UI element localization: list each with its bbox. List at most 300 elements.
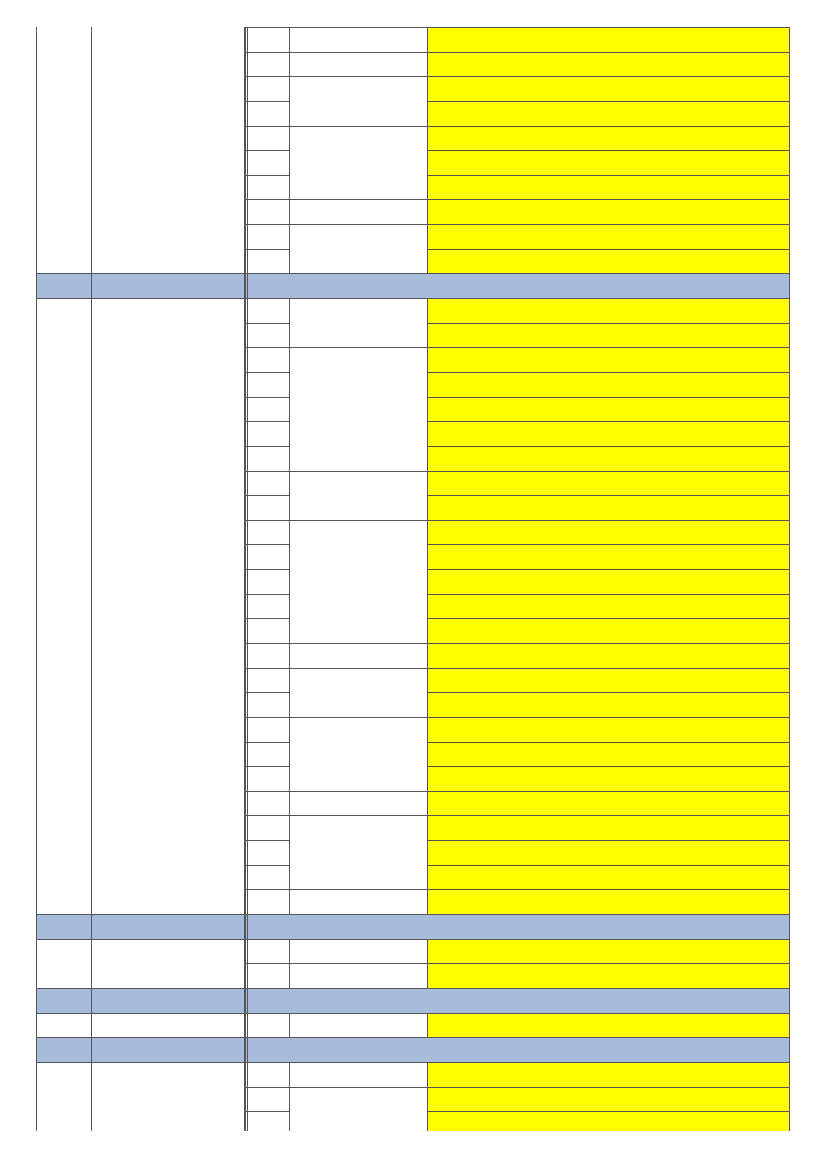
grid-line bbox=[36, 914, 244, 915]
grid-line bbox=[244, 742, 289, 743]
row-number bbox=[244, 618, 289, 643]
center-name bbox=[427, 397, 789, 422]
grid-line bbox=[427, 1013, 428, 1038]
subtotal-label bbox=[91, 273, 244, 298]
grid-line bbox=[427, 52, 789, 53]
grid-line bbox=[289, 791, 427, 792]
division-name bbox=[289, 520, 427, 643]
center-name bbox=[427, 27, 789, 52]
grid-line bbox=[289, 1062, 290, 1087]
grid-line bbox=[427, 988, 789, 989]
grid-line bbox=[244, 717, 289, 718]
row-number bbox=[244, 446, 289, 471]
row-number bbox=[244, 643, 289, 668]
grid-line bbox=[427, 1111, 428, 1131]
grid-line bbox=[289, 471, 290, 496]
grid-line bbox=[427, 126, 789, 127]
grid-line bbox=[427, 569, 428, 594]
grid-line bbox=[244, 1013, 289, 1014]
grid-line bbox=[427, 397, 428, 422]
center-name bbox=[427, 742, 789, 767]
center-name bbox=[427, 101, 789, 126]
center-name bbox=[427, 199, 789, 224]
district-number bbox=[36, 939, 91, 988]
grid-line bbox=[427, 1062, 428, 1087]
grid-line bbox=[427, 1062, 789, 1063]
center-name bbox=[427, 544, 789, 569]
grid-line bbox=[244, 298, 289, 299]
division-name bbox=[289, 1087, 427, 1131]
grid-line bbox=[427, 840, 789, 841]
grid-line bbox=[289, 298, 427, 299]
grid-line bbox=[427, 323, 428, 348]
row-number bbox=[244, 1013, 289, 1038]
grid-line bbox=[427, 126, 428, 151]
center-name bbox=[427, 298, 789, 323]
grid-line bbox=[36, 939, 244, 940]
grid-line bbox=[289, 914, 427, 915]
grid-line bbox=[289, 347, 427, 348]
grid-line bbox=[427, 544, 789, 545]
row-number bbox=[244, 495, 289, 520]
district-number bbox=[36, 1013, 91, 1038]
row-number bbox=[244, 224, 289, 249]
grid-line bbox=[427, 1111, 789, 1112]
grid-line bbox=[289, 421, 290, 446]
center-name bbox=[427, 1062, 789, 1087]
row-number bbox=[244, 742, 289, 767]
grid-line bbox=[427, 1087, 789, 1088]
grid-line bbox=[289, 249, 290, 274]
grid-line bbox=[289, 520, 427, 521]
subtotal-count bbox=[244, 1037, 289, 1062]
subtotal-count bbox=[244, 273, 289, 298]
grid-line bbox=[289, 889, 290, 914]
row-number bbox=[244, 939, 289, 964]
row-number bbox=[244, 520, 289, 545]
grid-line bbox=[427, 224, 789, 225]
division-name bbox=[289, 963, 427, 988]
grid-line bbox=[427, 815, 789, 816]
grid-line bbox=[427, 372, 789, 373]
row-number bbox=[244, 249, 289, 274]
center-name bbox=[427, 889, 789, 914]
grid-line bbox=[427, 150, 789, 151]
grid-line bbox=[244, 939, 289, 940]
grid-line bbox=[244, 668, 289, 669]
grid-line bbox=[289, 224, 427, 225]
grid-line bbox=[427, 175, 789, 176]
grid-line bbox=[289, 889, 427, 890]
grid-line bbox=[427, 76, 428, 101]
row-number bbox=[244, 815, 289, 840]
center-name bbox=[427, 52, 789, 77]
grid-line bbox=[244, 692, 289, 693]
center-name bbox=[427, 150, 789, 175]
grid-line bbox=[244, 1037, 289, 1038]
grid-line bbox=[244, 618, 289, 619]
center-name bbox=[427, 520, 789, 545]
grid-line bbox=[244, 544, 289, 545]
grid-line bbox=[244, 199, 289, 200]
grid-line bbox=[427, 865, 789, 866]
grid-line bbox=[244, 126, 289, 127]
center-name bbox=[427, 1111, 789, 1131]
grid-line bbox=[427, 668, 428, 693]
grid-line bbox=[427, 495, 428, 520]
grid-line bbox=[247, 27, 248, 1131]
division-name bbox=[289, 889, 427, 914]
center-name bbox=[427, 495, 789, 520]
grid-line bbox=[427, 421, 428, 446]
grid-line bbox=[244, 249, 289, 250]
center-name bbox=[427, 963, 789, 988]
grid-line bbox=[244, 766, 289, 767]
grid-line bbox=[36, 1062, 244, 1063]
grid-line bbox=[289, 865, 290, 890]
grid-line bbox=[244, 495, 289, 496]
division-name bbox=[289, 52, 427, 77]
grid-line bbox=[289, 1111, 290, 1131]
grid-line bbox=[427, 865, 428, 890]
grid-line bbox=[244, 150, 289, 151]
grid-line bbox=[244, 520, 289, 521]
grid-line bbox=[244, 1087, 289, 1088]
row-number bbox=[244, 126, 289, 151]
grid-line bbox=[289, 76, 427, 77]
row-number bbox=[244, 199, 289, 224]
center-name bbox=[427, 865, 789, 890]
grid-line bbox=[427, 224, 428, 249]
row-number bbox=[244, 840, 289, 865]
grid-line bbox=[244, 175, 289, 176]
grid-line bbox=[244, 372, 289, 373]
grid-line bbox=[289, 963, 290, 988]
grid-line bbox=[289, 1037, 427, 1038]
grid-line bbox=[427, 766, 789, 767]
subtotal-count bbox=[244, 914, 289, 939]
center-name bbox=[427, 175, 789, 200]
grid-line bbox=[289, 692, 290, 717]
center-name bbox=[427, 766, 789, 791]
division-name bbox=[289, 668, 427, 717]
grid-line bbox=[427, 766, 428, 791]
grid-line bbox=[289, 397, 290, 422]
grid-line bbox=[289, 347, 290, 372]
grid-line bbox=[427, 791, 428, 816]
subtotal-count bbox=[244, 988, 289, 1013]
row-number bbox=[244, 175, 289, 200]
grid-line bbox=[427, 618, 789, 619]
grid-line bbox=[244, 52, 289, 53]
row-number bbox=[244, 1111, 289, 1131]
division-name bbox=[289, 717, 427, 791]
center-name bbox=[427, 471, 789, 496]
grid-line bbox=[244, 791, 289, 792]
grid-line bbox=[427, 27, 428, 52]
row-number bbox=[244, 1062, 289, 1087]
grid-line bbox=[36, 27, 37, 1131]
grid-line bbox=[427, 76, 789, 77]
grid-line bbox=[289, 668, 427, 669]
grid-line bbox=[289, 1087, 427, 1088]
center-name bbox=[427, 347, 789, 372]
grid-line bbox=[289, 372, 290, 397]
grid-line bbox=[36, 988, 244, 989]
grid-line bbox=[289, 939, 290, 964]
grid-line bbox=[427, 594, 789, 595]
row-number bbox=[244, 766, 289, 791]
grid-line bbox=[427, 520, 789, 521]
grid-line bbox=[244, 865, 289, 866]
row-number bbox=[244, 101, 289, 126]
grid-line bbox=[289, 126, 427, 127]
row-number bbox=[244, 421, 289, 446]
grid-line bbox=[427, 446, 428, 471]
grid-line bbox=[244, 1062, 289, 1063]
division-name bbox=[289, 1062, 427, 1087]
grid-line bbox=[244, 963, 289, 964]
row-number bbox=[244, 150, 289, 175]
grid-line bbox=[289, 594, 290, 619]
grid-line bbox=[427, 372, 428, 397]
grid-line bbox=[289, 840, 290, 865]
grid-line bbox=[427, 815, 428, 840]
grid-line bbox=[289, 766, 290, 791]
grid-line bbox=[244, 101, 289, 102]
grid-line bbox=[289, 939, 427, 940]
grid-line bbox=[427, 594, 428, 619]
center-name bbox=[427, 1087, 789, 1112]
grid-line bbox=[289, 1013, 290, 1038]
grid-line bbox=[244, 914, 289, 915]
grid-line bbox=[427, 643, 428, 668]
division-name bbox=[289, 791, 427, 816]
subtotal-label bbox=[91, 988, 244, 1013]
grid-line bbox=[244, 889, 289, 890]
grid-line bbox=[244, 76, 289, 77]
center-name bbox=[427, 126, 789, 151]
grid-line bbox=[427, 520, 428, 545]
division-name bbox=[289, 1013, 427, 1038]
center-name bbox=[427, 717, 789, 742]
grid-line bbox=[789, 27, 790, 1131]
center-name bbox=[427, 840, 789, 865]
grid-line bbox=[427, 717, 428, 742]
grid-line bbox=[427, 397, 789, 398]
row-number bbox=[244, 323, 289, 348]
grid-line bbox=[289, 76, 290, 101]
row-number bbox=[244, 76, 289, 101]
grid-line bbox=[427, 618, 428, 643]
grid-line bbox=[427, 742, 789, 743]
division-name bbox=[289, 298, 427, 347]
grid-line bbox=[427, 150, 428, 175]
grid-line bbox=[427, 840, 428, 865]
division-name bbox=[289, 815, 427, 889]
grid-line bbox=[427, 249, 428, 274]
grid-line bbox=[289, 520, 290, 545]
grid-line bbox=[427, 717, 789, 718]
grid-line bbox=[244, 569, 289, 570]
center-name bbox=[427, 692, 789, 717]
grid-line bbox=[244, 27, 789, 28]
grid-line bbox=[427, 249, 789, 250]
row-number bbox=[244, 298, 289, 323]
grid-line bbox=[244, 1111, 289, 1112]
row-number bbox=[244, 1087, 289, 1112]
grid-line bbox=[289, 126, 290, 151]
district-number bbox=[36, 298, 91, 914]
grid-line bbox=[427, 347, 789, 348]
grid-line bbox=[427, 692, 428, 717]
center-name bbox=[427, 1013, 789, 1038]
center-name bbox=[427, 594, 789, 619]
center-name bbox=[427, 815, 789, 840]
division-name bbox=[289, 347, 427, 470]
grid-line bbox=[289, 1013, 427, 1014]
row-number bbox=[244, 865, 289, 890]
grid-line bbox=[427, 471, 428, 496]
subtotal-label bbox=[91, 914, 244, 939]
row-number bbox=[244, 668, 289, 693]
grid-line bbox=[289, 815, 427, 816]
grid-line bbox=[289, 963, 427, 964]
grid-line bbox=[289, 52, 427, 53]
grid-line bbox=[244, 224, 289, 225]
grid-line bbox=[427, 347, 428, 372]
grid-line bbox=[289, 101, 290, 126]
row-number bbox=[244, 372, 289, 397]
grid-line bbox=[427, 889, 428, 914]
grid-line bbox=[289, 52, 290, 77]
row-number bbox=[244, 27, 289, 52]
grid-line bbox=[289, 742, 290, 767]
grid-line bbox=[244, 273, 289, 274]
division-name bbox=[289, 939, 427, 964]
grid-line bbox=[427, 199, 789, 200]
grid-line bbox=[427, 101, 428, 126]
grid-line bbox=[289, 815, 290, 840]
grid-line bbox=[289, 175, 290, 200]
center-name bbox=[427, 618, 789, 643]
grid-line bbox=[289, 27, 290, 52]
grid-line bbox=[244, 397, 289, 398]
grid-line bbox=[427, 323, 789, 324]
grid-line bbox=[289, 298, 290, 323]
row-number bbox=[244, 52, 289, 77]
grid-line bbox=[289, 717, 427, 718]
grid-line bbox=[289, 643, 290, 668]
grid-line bbox=[244, 840, 289, 841]
center-name bbox=[427, 446, 789, 471]
grid-line bbox=[427, 471, 789, 472]
grid-line bbox=[289, 1087, 290, 1112]
grid-line bbox=[244, 643, 289, 644]
row-number bbox=[244, 963, 289, 988]
grid-line bbox=[427, 298, 789, 299]
grid-line bbox=[244, 347, 289, 348]
grid-line bbox=[289, 224, 290, 249]
center-name bbox=[427, 643, 789, 668]
district-name bbox=[91, 939, 244, 988]
grid-line bbox=[427, 175, 428, 200]
row-number bbox=[244, 471, 289, 496]
grid-line bbox=[427, 1013, 789, 1014]
center-name bbox=[427, 76, 789, 101]
grid-line bbox=[244, 27, 246, 1131]
grid-line bbox=[427, 298, 428, 323]
center-name bbox=[427, 668, 789, 693]
grid-line bbox=[427, 52, 428, 77]
center-name bbox=[427, 249, 789, 274]
division-name bbox=[289, 76, 427, 125]
grid-line bbox=[244, 594, 289, 595]
grid-line bbox=[289, 791, 290, 816]
grid-line bbox=[427, 914, 789, 915]
grid-line bbox=[427, 889, 789, 890]
grid-line bbox=[289, 446, 290, 471]
grid-line bbox=[244, 471, 289, 472]
grid-line bbox=[289, 643, 427, 644]
grid-line bbox=[427, 569, 789, 570]
center-name bbox=[427, 224, 789, 249]
grid-line bbox=[289, 618, 290, 643]
subtotal-label bbox=[91, 1037, 244, 1062]
grid-line bbox=[289, 323, 290, 348]
grid-line bbox=[289, 199, 290, 224]
grid-line bbox=[427, 1087, 428, 1112]
row-number bbox=[244, 791, 289, 816]
grid-line bbox=[36, 273, 244, 274]
grid-line bbox=[427, 791, 789, 792]
district-name bbox=[91, 1062, 244, 1131]
division-name bbox=[289, 199, 427, 224]
grid-line bbox=[289, 544, 290, 569]
division-name bbox=[289, 643, 427, 668]
row-number bbox=[244, 347, 289, 372]
district-name bbox=[91, 298, 244, 914]
row-number bbox=[244, 594, 289, 619]
grid-line bbox=[91, 27, 92, 1131]
grid-line bbox=[427, 544, 428, 569]
grid-line bbox=[427, 1037, 789, 1038]
center-name bbox=[427, 372, 789, 397]
grid-line bbox=[427, 963, 789, 964]
grid-line bbox=[427, 963, 428, 988]
grid-line bbox=[289, 150, 290, 175]
grid-line bbox=[427, 101, 789, 102]
grid-line bbox=[427, 446, 789, 447]
center-name bbox=[427, 421, 789, 446]
center-name bbox=[427, 791, 789, 816]
grid-line bbox=[289, 1062, 427, 1063]
row-number bbox=[244, 397, 289, 422]
grid-line bbox=[289, 471, 427, 472]
grid-line bbox=[244, 421, 289, 422]
division-name bbox=[289, 224, 427, 273]
center-name bbox=[427, 939, 789, 964]
grid-line bbox=[244, 815, 289, 816]
division-name bbox=[289, 126, 427, 200]
grid-line bbox=[427, 692, 789, 693]
grid-line bbox=[36, 1013, 244, 1014]
grid-line bbox=[427, 421, 789, 422]
grid-line bbox=[427, 668, 789, 669]
grid-line bbox=[427, 199, 428, 224]
grid-line bbox=[427, 742, 428, 767]
row-number bbox=[244, 544, 289, 569]
